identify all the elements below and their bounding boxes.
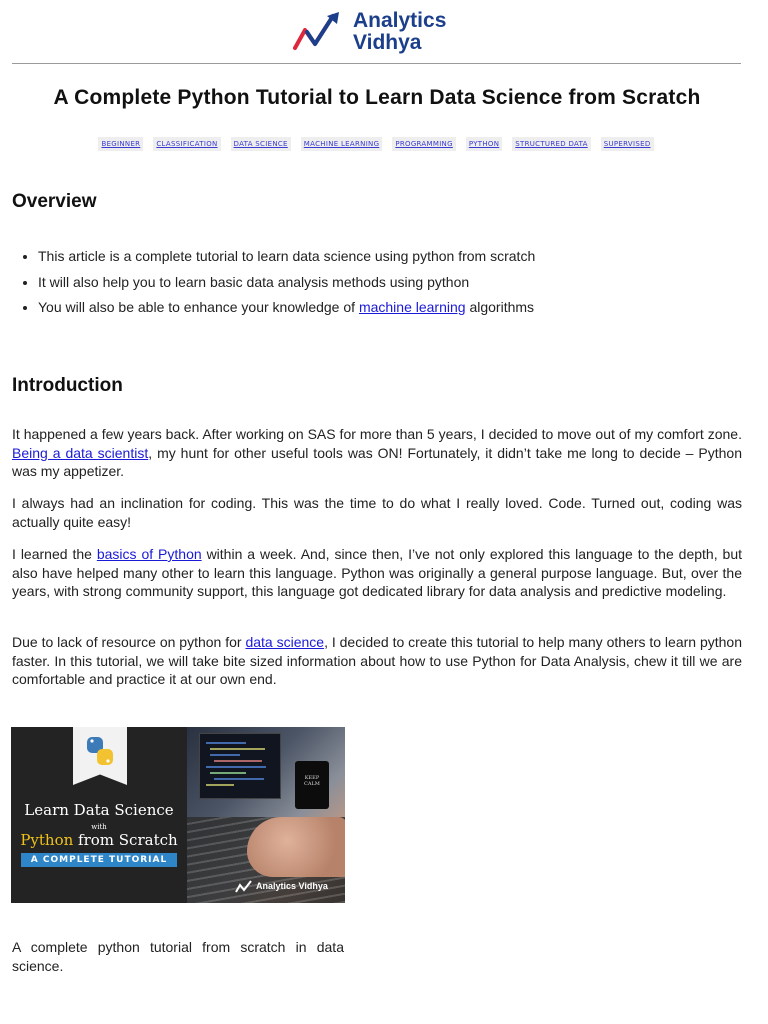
tutorial-cover-image <box>11 727 345 903</box>
data-science-link[interactable]: data science <box>245 634 325 650</box>
mug-text: KEEP CALM <box>304 775 320 787</box>
tag-structured-data[interactable]: STRUCTURED DATA <box>512 137 590 151</box>
paragraph-text: , my hunt for other useful tools was ON! Fortunately, it didn’t take me long to decide – Python was my appetizer. <box>12 444 742 479</box>
cover-banner: A COMPLETE TUTORIAL <box>21 853 177 867</box>
cover-brand <box>235 879 328 893</box>
tag-programming[interactable]: PROGRAMMING <box>392 137 456 151</box>
hand-graphic <box>247 817 345 877</box>
being-a-data-scientist-link[interactable]: Being a data scientist <box>12 444 149 461</box>
paragraph-text: It happened a few years back. After working on SAS for more than 5 years, I decided to move out of my comfort zone. <box>12 426 742 442</box>
paragraph-text: within a week. And, since then, I’ve not only explored this language to the depth, but also have helped many other to learn this language. Python was originally a general purpose language. But, over the years, with strong community support, this language got dedicated library for data analysis and predictive modeling. <box>12 546 742 599</box>
machine-learning-link[interactable]: machine learning <box>358 299 466 315</box>
basics-of-python-link[interactable]: basics of Python <box>96 546 202 562</box>
intro-paragraph-2: I always had an inclination for coding. This was the time to do what I really loved. Code. Turned out, coding was actually quite easy! <box>12 495 742 530</box>
list-item: • This article is a complete tutorial to learn data science using python from scratch <box>38 244 535 270</box>
site-logo[interactable] <box>293 10 446 54</box>
logo-line-1: Analytics <box>353 9 447 32</box>
article-title: A Complete Python Tutorial to Learn Data Science from Scratch <box>53 86 701 109</box>
paragraph-text: , I decided to create this tutorial to help many others to learn python faster. In this tutorial, we will take bite sized information about how to use Python for Data Analysis, chew it till we are comfortable and practice it at our own end. <box>12 634 742 687</box>
list-item <box>38 295 535 321</box>
intro-paragraph-1 <box>12 425 742 481</box>
list-item: • It will also help you to learn basic data analysis methods using python <box>38 270 535 296</box>
paragraph-text: Due to lack of resource on python for <box>12 634 246 650</box>
tag-data-science[interactable]: DATA SCIENCE <box>231 137 291 151</box>
paragraph-text: I learned the <box>12 546 97 562</box>
site-header <box>0 0 768 63</box>
ribbon-badge <box>73 727 127 785</box>
laptop-photo <box>187 727 345 903</box>
python-logo-icon <box>73 727 127 777</box>
list-item-text: algorithms <box>465 299 535 315</box>
figure-caption: A complete python tutorial from scratch in data science. <box>12 939 344 974</box>
logo-wordmark <box>353 10 446 54</box>
tag-classification[interactable]: CLASSIFICATION <box>153 137 220 151</box>
header-divider <box>12 63 741 64</box>
overview-heading: Overview <box>12 191 97 212</box>
analytics-vidhya-logo-icon <box>293 12 345 52</box>
cover-brand-text: Analytics Vidhya <box>256 881 328 891</box>
cover-title-line-2 <box>11 831 187 849</box>
cover-title-with: with <box>91 823 107 831</box>
overview-list <box>12 244 535 321</box>
logo-line-2: Vidhya <box>353 31 422 54</box>
cover-title-rest: from Scratch <box>73 831 178 849</box>
brand-logo-icon <box>235 879 253 893</box>
list-item-text: You will also be able to enhance your knowledge of <box>38 299 359 315</box>
tag-supervised[interactable]: SUPERVISED <box>601 137 654 151</box>
cover-title-line-1: Learn Data Science <box>24 801 174 819</box>
laptop-screen <box>199 733 281 799</box>
intro-paragraph-4 <box>12 633 742 689</box>
tag-list <box>0 137 752 151</box>
cover-text-panel <box>11 727 187 903</box>
cover-title-python: Python <box>20 831 74 849</box>
tag-python[interactable]: PYTHON <box>466 137 502 151</box>
introduction-heading: Introduction <box>12 375 123 396</box>
tag-machine-learning[interactable]: MACHINE LEARNING <box>301 137 383 151</box>
intro-paragraph-3 <box>12 545 742 601</box>
tag-beginner[interactable]: BEGINNER <box>98 137 143 151</box>
